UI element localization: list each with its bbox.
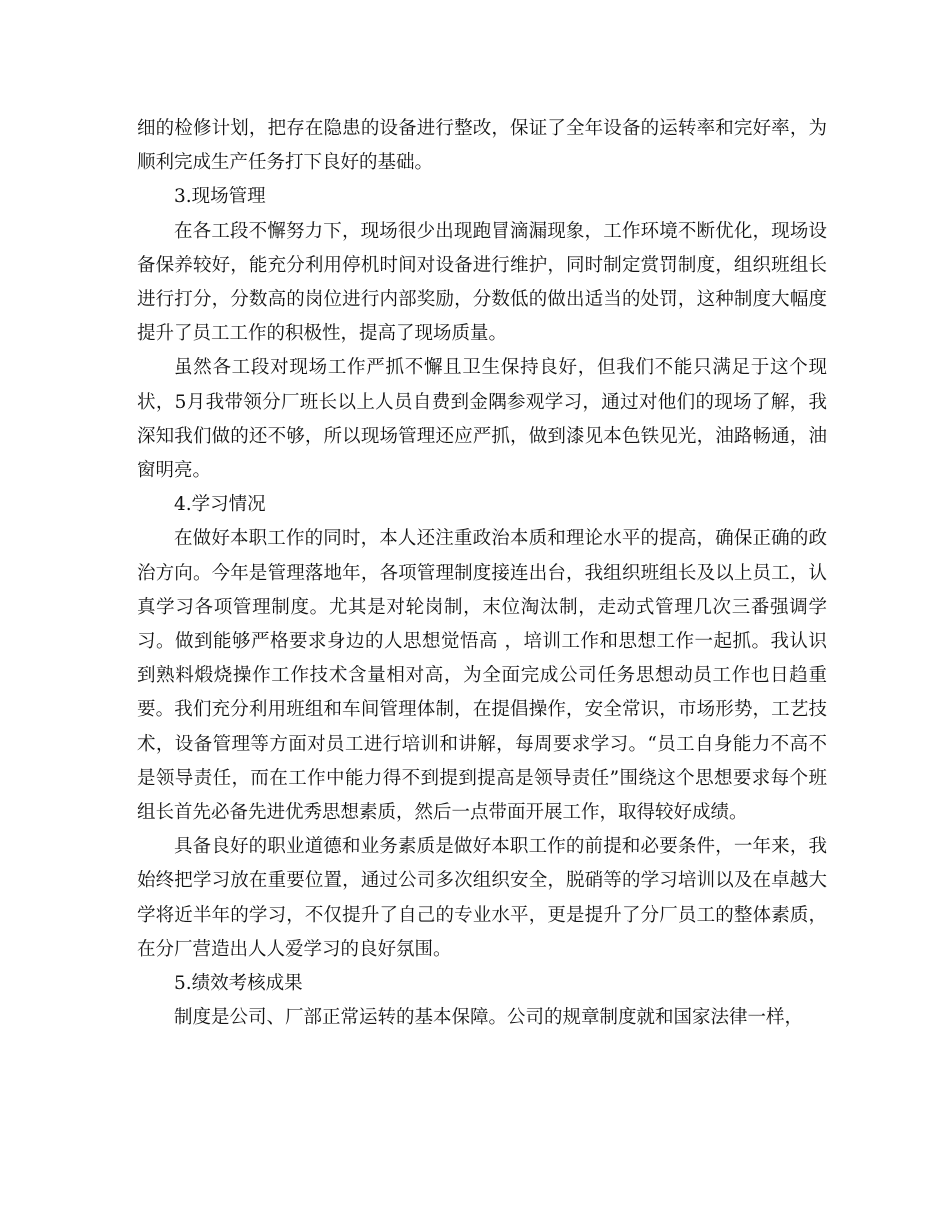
paragraph-site-visit: 虽然各工段对现场工作严抓不懈且卫生保持良好，但我们不能只满足于这个现状，5月我带领分厂班长以上人员自费到金隅参观学习，通过对他们的现场了解，我深知我们做的还不够，所以现场管理还应严抓，做到漆见本色铁见光，油路畅通，油窗明亮。 (137, 357, 827, 482)
paragraph-continuation: 细的检修计划，把存在隐患的设备进行整改，保证了全年设备的运转率和完好率，为顺利完成生产任务打下良好的基础。 (137, 118, 827, 174)
section-heading-performance: 5.绩效考核成果 (174, 973, 303, 995)
paragraph-professional-ethics: 具备良好的职业道德和业务素质是做好本职工作的前提和必要条件，一年来，我始终把学习放在重要位置，通过公司多次组织安全，脱硝等的学习培训以及在卓越大学将近半年的学习，不仅提升了自己的专业水平，更是提升了分厂员工的整体素质，在分厂营造出人人爱学习的良好氛围。 (137, 836, 827, 960)
paragraph-political-study: 在做好本职工作的同时，本人还注重政治本质和理论水平的提高，确保正确的政治方向。今年是管理落地年，各项管理制度接连出台，我组织班组长及以上员工，认真学习各项管理制度。尤其是对轮岗制，末位淘汰制，走动式管理几次三番强调学习。做到能够严格要求身边的人思想觉悟高 ，培训工作和思想工作一起抓。我认识到熟料煅烧操作工作技术含量相对高，为全面完成公司任务思想动员工作也日趋重要。我们充分利用班组和车间管理体制，在提倡操作，安全常识，市场形势，工艺技术，设备管理等方面对员工进行培训和讲解，每周要求学习。“员工自身能力不高不是领导责任，而在工作中能力得不到提到提高是领导责任”围绕这个思想要求每个班组长首先必备先进优秀思想素质，然后一点带面开展工作，取得较好成绩。 (137, 528, 827, 824)
section-heading-site-management: 3.现场管理 (174, 186, 266, 208)
paragraph-site-conditions: 在各工段不懈努力下，现场很少出现跑冒滴漏现象，工作环境不断优化，现场设备保养较好，能充分利用停机时间对设备进行维护，同时制定赏罚制度，组织班组长进行打分，分数高的岗位进行内部奖励，分数低的做出适当的处罚，这种制度大幅度提升了员工工作的积极性，提高了现场质量。 (137, 220, 827, 345)
document-body (137, 112, 827, 1035)
paragraph-regulations: 制度是公司、厂部正常运转的基本保障。公司的规章制度就和国家法律一样， (174, 1007, 804, 1029)
section-heading-learning: 4.学习情况 (174, 494, 266, 516)
